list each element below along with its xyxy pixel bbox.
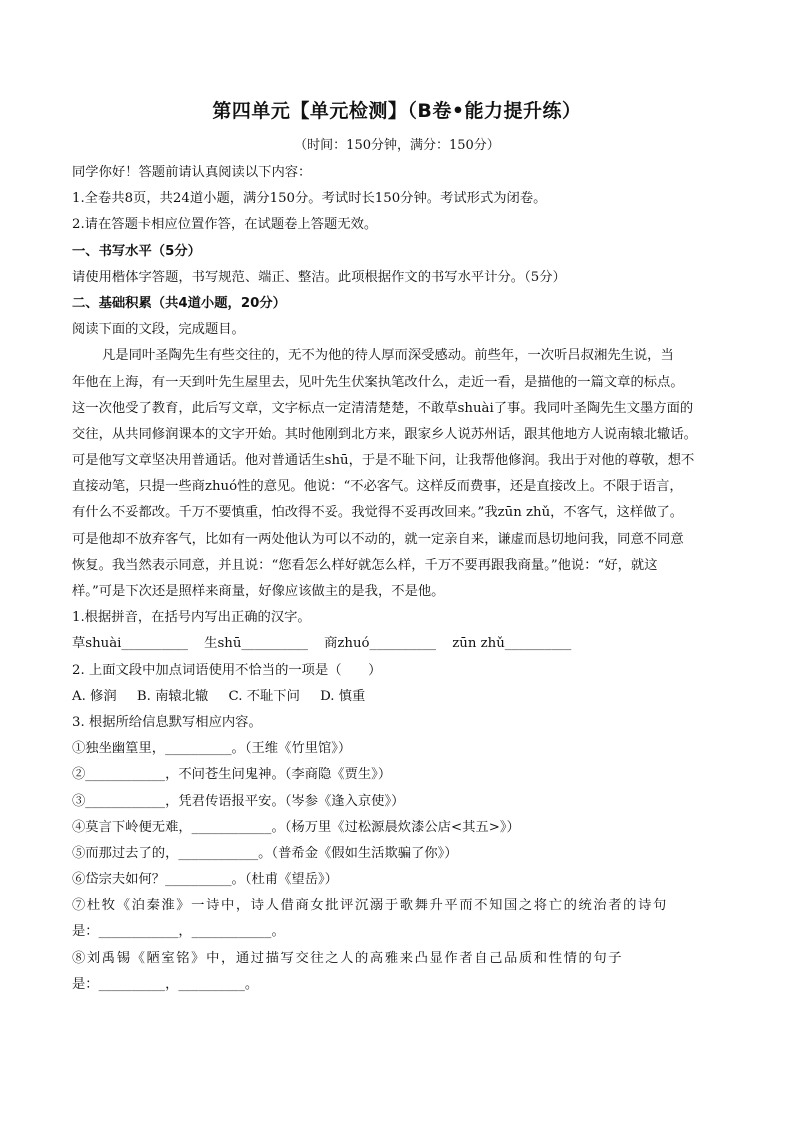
pinyin-blank[interactable]: 商zhuó__________ (324, 636, 437, 652)
pinyin-blank[interactable]: 草shuài__________ (72, 636, 188, 652)
note-line: 2.请在答题卡相应位置作答，在试题卷上答题无效。 (72, 217, 378, 233)
section-heading: 二、基础积累（共4道小题，20分） (72, 295, 286, 311)
page-title: 第四单元【单元检测】（B卷•能力提升练） (212, 100, 582, 122)
section-text: 请使用楷体字答题，书写规范、端正、整洁。此项根据作文的书写水平计分。（5分） (72, 269, 566, 285)
passage-line: 这一次他受了教育，此后写文章，文字标点一定清清楚楚，不敢草shuài了事。我同叶圣陶先生文墨方面的 (72, 400, 694, 416)
recite-item[interactable]: ④莫言下岭便无难，____________。（杨万里《过松源晨炊漆公店<其五>》） (72, 819, 520, 835)
passage-line: 年他在上海，有一天到叶先生屋里去，见叶先生伏案执笔改什么，走近一看，是描他的一篇文章的标点。 (72, 374, 684, 390)
passage-line: 可是他写文章坚决用普通话。他对普通话生shū，于是不耻下问，让我帮他修润。我出于对他的尊敬，想不 (72, 453, 695, 469)
passage-line: 直接动笔，只提一些商zhuó性的意见。他说：“不必客气。这样反而费事，还是直接改上。不限于语言， (72, 479, 683, 495)
section-heading: 一、书写水平（5分） (72, 243, 201, 259)
question-2-stem: 2. 上面文段中加点词语使用不恰当的一项是（ ） (72, 662, 382, 678)
pinyin-blank[interactable]: zūn zhǔ__________ (452, 636, 572, 652)
recite-item[interactable]: ⑤而那过去了的，____________。（普希金《假如生活欺骗了你》） (72, 845, 458, 861)
passage-line: 可是他却不放弃客气，比如有一两处他认为可以不动的，就一定亲自来，谦虚而恳切地问我，同意不同意 (72, 531, 684, 547)
intro-text: 同学你好！答题前请认真阅读以下内容： (72, 165, 312, 180)
option-b[interactable]: B. 南辕北辙 (136, 688, 209, 704)
recite-item: ⑦杜牧《泊秦淮》一诗中，诗人借商女批评沉溺于歌舞升平而不知国之将亡的统治者的诗句 (72, 898, 668, 914)
recite-item[interactable]: 是：____________，____________。 (72, 924, 285, 940)
passage-line: 交往，从共同修润课本的文字开始。其时他刚到北方来，跟家乡人说苏州话，跟其他地方人说南辕北辙话。 (72, 426, 697, 442)
question-2-options (72, 684, 732, 710)
pinyin-blank[interactable]: 生shū__________ (204, 636, 308, 652)
option-d[interactable]: D. 慎重 (320, 688, 366, 704)
question-1-stem: 1.根据拼音，在括号内写出正确的汉字。 (72, 610, 311, 626)
passage-line: 样。”可是下次还是照样来商量，好像应该做主的是我，不是他。 (72, 584, 445, 599)
option-a[interactable]: A. 修润 (72, 688, 117, 704)
section-instruction: 阅读下面的文段，完成题目。 (72, 322, 245, 338)
recite-item[interactable]: ①独坐幽篁里，__________。（王维《竹里馆》） (72, 741, 352, 757)
note-line: 1.全卷共8页，共24道小题，满分150分。考试时长150分钟。考试形式为闭卷。 (72, 191, 547, 207)
question-1-blanks (72, 631, 732, 657)
recite-item[interactable]: ③____________，凭君传语报平安。（岑参《逢入京使》） (72, 793, 405, 809)
question-3-stem: 3. 根据所给信息默写相应内容。 (72, 714, 262, 730)
passage-line: 有什么不妥都改。千万不要慎重，怕改得不妥。我觉得不妥再改回来。”我zūn zhǔ，不客气，这样做了。 (72, 505, 684, 521)
passage-line: 恢复。我当然表示同意，并且说：“您看怎么样好就怎么样，千万不要再跟我商量。”他说：“好，就这 (72, 557, 658, 573)
exam-time-info: （时间：150分钟，满分：150分） (294, 138, 500, 153)
recite-item[interactable]: 是：__________，__________。 (72, 976, 259, 992)
option-c[interactable]: C. 不耻下问 (228, 688, 300, 704)
recite-item[interactable]: ②____________，不问苍生问鬼神。（李商隐《贾生》） (72, 767, 392, 783)
reading-passage (72, 343, 732, 605)
recite-item: ⑧刘禹锡《陋室铭》中，通过描写交往之人的高雅来凸显作者自己品质和性情的句子 (72, 950, 624, 966)
recite-item[interactable]: ⑥岱宗夫如何？__________。（杜甫《望岳》） (72, 872, 338, 888)
exam-content (72, 160, 732, 998)
passage-line: 凡是同叶圣陶先生有些交往的，无不为他的待人厚而深受感动。前些年，一次听吕叔湘先生说，当 (102, 348, 674, 364)
